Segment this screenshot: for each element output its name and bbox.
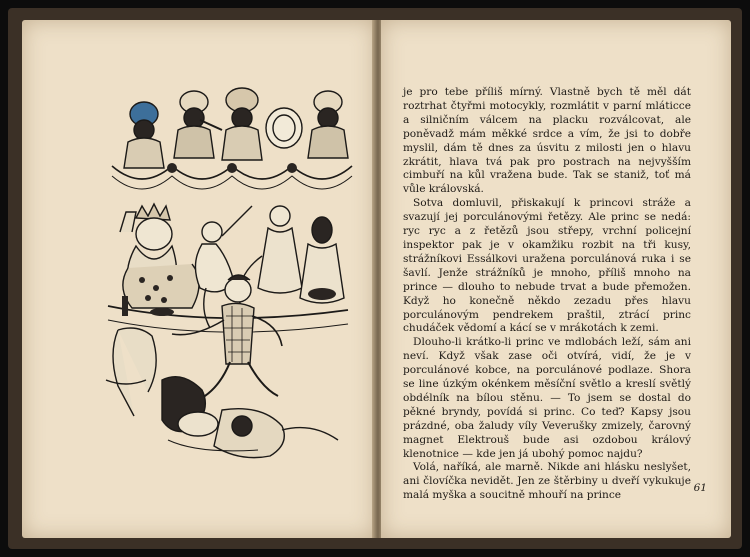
lady-figure (242, 206, 302, 293)
paragraph-3: Dlouho-li krátko-li princ ve mdlobách leží, sám ani neví. Když však zase oči otvírá, vidí, že je v porculánové kobce, na porculánové podlaze. Shora se line úzkým okénkem měsíční světlo a kreslí světlý obdélník na bílou stěnu. — To jsem se dostal do pěkné bryndy, povídá si princ. Co teď? Kapsy jsou prázdné, oba žaludy víly Veverušky zmizely, čarovný magnet Elektrouš bude asi ozdobou králový klenotnice — kde jen já ubohý pomoc najdu? (403, 336, 691, 460)
banquet-illustration (102, 80, 364, 466)
musician-3 (222, 88, 262, 160)
musician-1 (124, 102, 164, 168)
paragraph-2: Sotva domluvil, přiskakují k princovi stráže a svazují jej porculánovými řetězy. Ale princ se nedá: ryc ryc a z řetězů jsou střepy, vrchní policejní inspektor pak je v okamžiku rozbit na tři kusy, strážníkovi Essálkovi uražena porculánová ruka i se šavlí. Jenže strážníků je mnoho, příliš mnoho na prince — dlouho to nebude trvat a bude přemožen. Když ho konečně někdo zezadu přes hlavu porculánovým pendrekem praštil, ztrácí princ chudáček vědomí a kácí se v mrákotách k zemi. (403, 197, 691, 335)
musician-4 (308, 91, 348, 158)
left-page (22, 20, 375, 538)
king-figure (120, 204, 199, 308)
drum (266, 108, 302, 148)
right-page (381, 20, 731, 538)
book-spread (8, 8, 742, 549)
paragraph-1: je pro tebe příliš mírný. Vlastně bych tě měl dát roztrhat čtyřmi motocykly, rozmlátit v parní mláticce a silničním válcem na placku rozválcovat, ale poněvadž mám měkké srdce a vím, že jsi to dobře myslil, dám tě dnes za úsvitu z milosti jen o hlavu zkrátit, hlava tvá pak pro postrach na nejvyšším cimbuří na kůl vražena bude. Tak se staniž, toť má vůle královská. (403, 86, 691, 196)
fallen-guards (162, 377, 338, 458)
paragraph-4: Volá, naříká, ale marně. Nikde ani hlásku neslyšet, ani človíčka nevidět. Jen ze štěrbiny u dveří vykukuje malá myška a soucitně mhouří na prince (403, 461, 691, 502)
page-number: 61 (693, 482, 707, 494)
story-text (403, 86, 691, 503)
chair (106, 328, 156, 416)
musician-2 (174, 91, 222, 158)
